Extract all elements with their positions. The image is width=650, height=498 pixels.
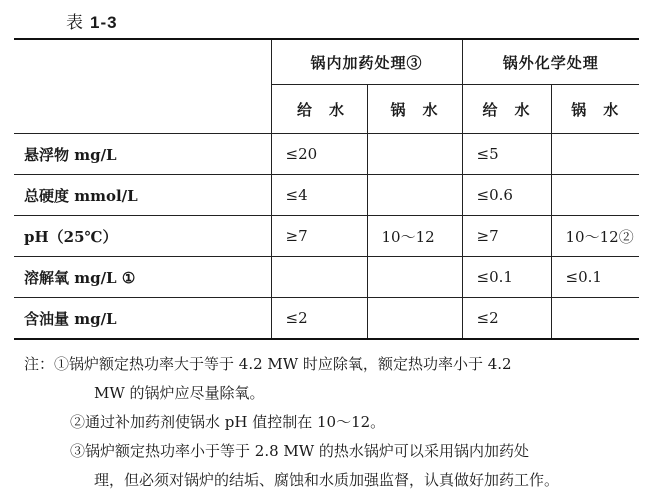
table-cell: ≤2 [462, 298, 551, 340]
row-label: 溶解氧 mg/L ① [14, 257, 271, 298]
group-header-external: 锅外化学处理 [462, 39, 639, 85]
table-cell: ≤5 [462, 134, 551, 175]
table-notes [24, 350, 640, 495]
note-1-continued: MW 的锅炉应尽量除氧。 [94, 384, 265, 402]
table-cell [551, 175, 639, 216]
row-label: pH（25℃） [14, 216, 271, 257]
table-cell: ≤4 [271, 175, 367, 216]
table-row [14, 216, 639, 257]
sub-header-feedwater-internal: 给 水 [271, 85, 367, 134]
sub-header-feedwater-external: 给 水 [462, 85, 551, 134]
group-header-internal: 锅内加药处理③ [271, 39, 462, 85]
table-caption [66, 8, 118, 33]
table-row [14, 134, 639, 175]
table-number: 1-3 [90, 13, 118, 32]
table-cell [551, 134, 639, 175]
note-3-continued: 理，但必须对锅炉的结垢、腐蚀和水质加强监督，认真做好加药工作。 [94, 471, 560, 489]
note-1: 注：①锅炉额定热功率大于等于 4.2 MW 时应除氧，额定热功率小于 4.2 [24, 355, 512, 373]
table-row [14, 175, 639, 216]
row-label: 总硬度 mmol/L [14, 175, 271, 216]
group-header-row [14, 39, 639, 85]
table-cell: ≤2 [271, 298, 367, 340]
note-3: ③锅炉额定热功率小于等于 2.8 MW 的热水锅炉可以采用锅内加药处 [70, 442, 529, 460]
caption-label: 表 [66, 13, 84, 33]
table-cell: ≥7 [271, 216, 367, 257]
row-label: 含油量 mg/L [14, 298, 271, 340]
table-cell: 10～12 [367, 216, 462, 257]
water-quality-table [14, 38, 639, 340]
table-cell: ≤0.1 [551, 257, 639, 298]
table-row [14, 298, 639, 340]
table-cell [271, 257, 367, 298]
table-cell: ≤20 [271, 134, 367, 175]
sub-header-boilerwater-external: 锅 水 [551, 85, 639, 134]
table-cell: ≥7 [462, 216, 551, 257]
table-cell: ≤0.6 [462, 175, 551, 216]
row-label: 悬浮物 mg/L [14, 134, 271, 175]
table-cell [367, 257, 462, 298]
corner-cell [14, 39, 271, 134]
table-cell [367, 134, 462, 175]
table-cell: ≤0.1 [462, 257, 551, 298]
table-cell [551, 298, 639, 340]
table-cell: 10～12② [551, 216, 639, 257]
table-cell [367, 175, 462, 216]
sub-header-boilerwater-internal: 锅 水 [367, 85, 462, 134]
table-row [14, 257, 639, 298]
note-2: ②通过补加药剂使锅水 pH 值控制在 10～12。 [70, 413, 386, 431]
table-cell [367, 298, 462, 340]
